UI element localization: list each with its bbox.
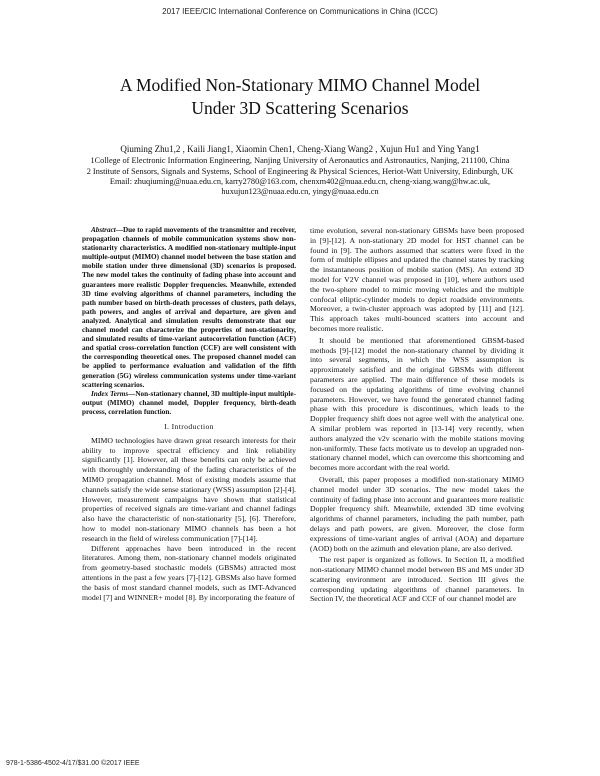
email-line-1: Email: zhuqiuming@nuaa.edu.cn, karry2780@163.com, chenxm402@nuaa.edu.cn, cheng-xiang.wang@hw.ac.uk, [109, 176, 491, 186]
abstract-lead: Abstract [91, 226, 116, 234]
title-line-2: Under 3D Scattering Scenarios [191, 98, 409, 118]
email-line-2: huxujun123@nuaa.edu.cn, yingy@nuaa.edu.cn [221, 187, 379, 197]
index-terms-lead: Index Terms [91, 389, 129, 398]
section-heading-introduction: I. Introduction [164, 421, 214, 431]
paper-title [40, 74, 560, 120]
author-names: Qiuming Zhu1,2 , Kaili Jiang1, Xiaomin Chen1, Cheng-Xiang Wang2 , Xujun Hu1 and Ying Yang1 [120, 144, 480, 154]
copyright-footer: 978-1-5386-4502-4/17/$31.00 ©2017 IEEE [6, 760, 140, 767]
title-line-1: A Modified Non-Stationary MIMO Channel Model [119, 75, 481, 95]
intro-paragraph-1: MIMO technologies have drawn great research interests for their ability to improve spectral efficiency and link reliability significantly [1]. However, all these benefits can only be achieved with thoroughly understanding of the fading characteristics of the MIMO propagation channel. Most of existing models assume that channels satisfy the wide sense stationary (WSS) assumption [2]-[4]. However, measurement campaigns have shown that statistical properties of received signals are time-variant and channel fadings also have the characteristic of non-stationarity [5], [6]. Therefore, how to model non-stationary MIMO channels has been a hot research in the field of wireless communication [7]-[14]. [82, 435, 296, 543]
conference-header: 2017 IEEE/CIC International Conference on Communications in China (ICCC) [162, 7, 438, 16]
right-paragraph-2: It should be mentioned that aforementioned GBSM-based methods [9]-[12] model the non-stationary channel by dividing it into several segments, in which the WSS assumption is approximately satisfied and the original GBSMs with different parameters are applied. The main difference of these models is focused on the updating algorithms of time evolving channel parameters. However, we have found the generated channel fading phase with this procedure is discontinues, which leads to the Doppler frequency shift does not agree well with the analytical one. A similar problem was reported in [13-14] very recently, when authors analyzed the v2v scenario with the mobile stations moving non-uniformly. These facts motivate us to develop an upgraded non-stationary channel model, which can overcome this shortcoming and becomes more accordant with the real world. [310, 335, 524, 473]
right-paragraph-1: time evolution, several non-stationary GBSMs have been proposed in [9]-[12]. A non-stationary 2D model for HST channel can be found in [9]. The authors assumed that scatters were fixed in the form of multiple ellipses and updated the channel states by tracking the instantaneous position of mobile station (MS). An extend 3D model for V2V channel was proposed in [10], where authors used the two-sphere model to mimic moving vehicles and the multiple confocal elliptic-cylinder models to depict roadside environments. Moreover, a twin-cluster approach was adopted by [11] and [12]. This approach takes multi-bounced scatters into account and becomes more realistic. [310, 226, 524, 333]
right-column [310, 226, 524, 604]
affiliation-1: 1College of Electronic Information Engineering, Nanjing University of Aeronautics and Astronautics, Nanjing, 211100, China [90, 156, 510, 166]
author-block [30, 144, 570, 197]
affiliation-2: 2 Institute of Sensors, Signals and Systems, School of Engineering & Physical Sciences, Heriot-Watt University, Edinburgh, UK [86, 166, 514, 176]
abstract [82, 226, 296, 390]
right-paragraph-3: Overall, this paper proposes a modified non-stationary MIMO channel model under 3D scenarios. The new model takes the continuity of fading phase into account and guarantees more realistic Doppler frequency shift. Meanwhile, extended 3D time evolving algorithms of channel parameters, including the path number, path delays and path powers, are given. Moreover, the close form expressions of time-variant angles of arrival (AOA) and departure (AOD) both on the azimuth and elevation plane, are also derived. [310, 474, 524, 553]
index-terms [82, 390, 296, 417]
index-terms-body: —Non-stationary channel, 3D multiple-input multiple-output (MIMO) channel model, Doppler frequency, birth-death process, correlation function. [82, 389, 296, 416]
intro-paragraph-2: Different approaches have been introduced in the recent literatures. Among them, non-stationary channel models originated from geometry-based stochastic models (GBSMs) attracted most attentions in the past a few years [7]-[12]. GBSMs also have formed the basis of most standard channel models, such as IMT-Advanced model [7] and WINNER+ model [8]. By incorporating the feature of [82, 543, 296, 602]
abstract-body: —Due to rapid movements of the transmitter and receiver, propagation channels of mobile communication systems show non-stationarity characteristics. A modified non-stationary multiple-input multiple-output (MIMO) channel model between the base station and mobile station under three dimensional (3D) scenarios is proposed. The new model takes the continuity of fading phase into account and guarantees more realistic Doppler frequencies. Meanwhile, extended 3D time evolving algorithms of channel parameters, including the path number based on birth-death processes of clusters, path delays, path powers, and angles of arrival and departure, are given and analyzed. Analytical and simulation results demonstrate that our channel model can characterize the properties of non-stationarity, and simulated results of time-variant autocorrelation function (ACF) and spatial cross-correlation function (CCF) are well consistent with the corresponding theoretical ones. The proposed channel model can be applied to performance evaluation and validation of the fifth generation (5G) wireless communication systems under time-variant scattering scenarios. [82, 226, 296, 389]
left-column [82, 226, 296, 602]
right-paragraph-4: The rest paper is organized as follows. In Section II, a modified non-stationary MIMO channel model between BS and MS under 3D scattering environment are introduced. Section III gives the corresponding updating algorithms of channel parameters. In Section IV, the theoretical ACF and CCF of our channel model are [310, 555, 524, 604]
